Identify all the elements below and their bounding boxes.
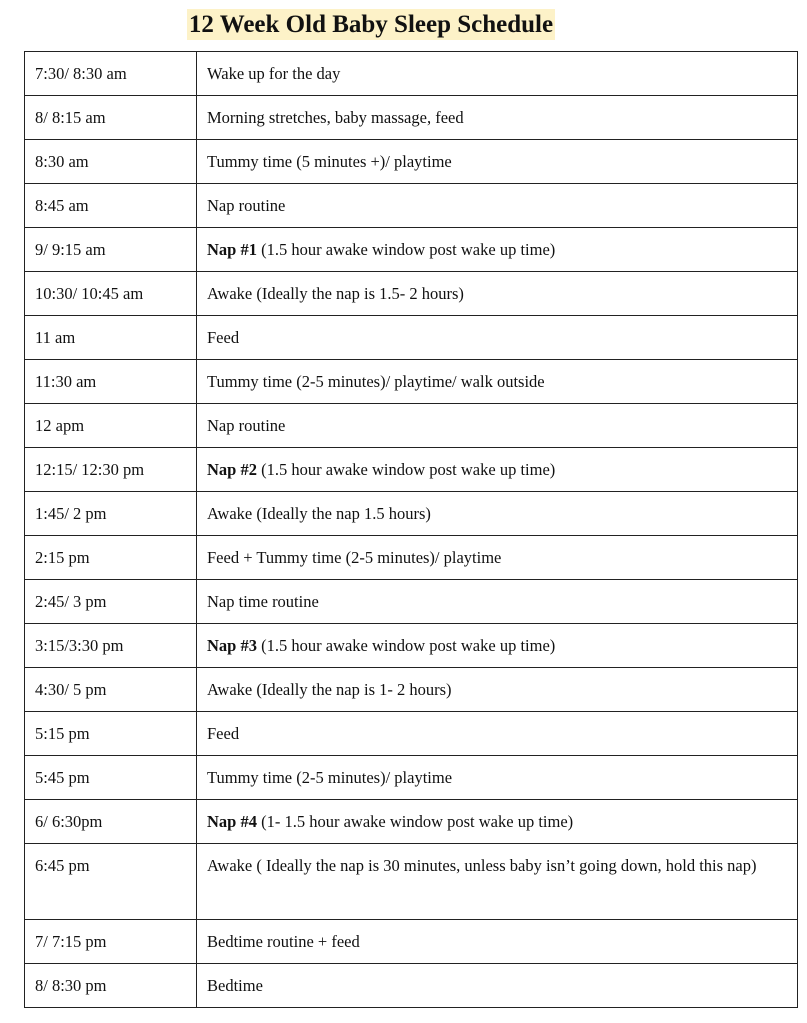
time-cell: 7/ 7:15 pm bbox=[25, 920, 197, 964]
activity-text: Awake (Ideally the nap is 1- 2 hours) bbox=[207, 679, 452, 699]
activity-cell bbox=[197, 624, 798, 668]
table-row bbox=[25, 800, 798, 844]
activity-text: (1- 1.5 hour awake window post wake up time) bbox=[256, 811, 574, 831]
table-row bbox=[25, 920, 798, 964]
activity-text: Tummy time (2-5 minutes)/ playtime bbox=[207, 767, 453, 787]
activity-cell bbox=[197, 228, 798, 272]
activity-cell bbox=[197, 668, 798, 712]
nap-label: Nap #1 bbox=[207, 239, 257, 259]
activity-cell bbox=[197, 404, 798, 448]
activity-cell bbox=[197, 492, 798, 536]
table-row bbox=[25, 404, 798, 448]
time-cell: 9/ 9:15 am bbox=[25, 228, 197, 272]
activity-cell bbox=[197, 272, 798, 316]
time-cell: 2:45/ 3 pm bbox=[25, 580, 197, 624]
time-cell: 8:30 am bbox=[25, 140, 197, 184]
activity-text: Awake (Ideally the nap 1.5 hours) bbox=[207, 503, 431, 523]
title-wrapper bbox=[0, 9, 742, 40]
activity-text: Awake (Ideally the nap is 1.5- 2 hours) bbox=[207, 283, 464, 303]
time-cell: 5:45 pm bbox=[25, 756, 197, 800]
schedule-table bbox=[24, 51, 798, 1008]
table-row bbox=[25, 712, 798, 756]
table-row bbox=[25, 448, 798, 492]
table-row bbox=[25, 668, 798, 712]
nap-label: Nap #3 bbox=[207, 635, 257, 655]
table-row bbox=[25, 140, 798, 184]
activity-cell bbox=[197, 844, 798, 920]
activity-cell bbox=[197, 316, 798, 360]
activity-text: Feed bbox=[207, 327, 240, 347]
activity-cell bbox=[197, 800, 798, 844]
page-title: 12 Week Old Baby Sleep Schedule bbox=[188, 11, 554, 38]
activity-cell bbox=[197, 756, 798, 800]
time-cell: 4:30/ 5 pm bbox=[25, 668, 197, 712]
activity-cell bbox=[197, 580, 798, 624]
activity-text: Wake up for the day bbox=[207, 63, 341, 83]
table-row bbox=[25, 580, 798, 624]
activity-text: Tummy time (2-5 minutes)/ playtime/ walk outside bbox=[207, 371, 545, 391]
activity-text: Feed + Tummy time (2-5 minutes)/ playtime bbox=[207, 547, 502, 567]
activity-text: (1.5 hour awake window post wake up time) bbox=[256, 635, 556, 655]
time-cell: 6/ 6:30pm bbox=[25, 800, 197, 844]
table-row bbox=[25, 624, 798, 668]
time-cell: 12:15/ 12:30 pm bbox=[25, 448, 197, 492]
activity-cell bbox=[197, 360, 798, 404]
table-row bbox=[25, 52, 798, 96]
table-row bbox=[25, 844, 798, 920]
table-row bbox=[25, 96, 798, 140]
activity-cell bbox=[197, 52, 798, 96]
activity-text: Morning stretches, baby massage, feed bbox=[207, 107, 464, 127]
time-cell: 6:45 pm bbox=[25, 844, 197, 920]
activity-text: (1.5 hour awake window post wake up time) bbox=[256, 459, 556, 479]
activity-text: Nap routine bbox=[207, 195, 286, 215]
activity-text: Tummy time (5 minutes +)/ playtime bbox=[207, 151, 452, 171]
activity-cell bbox=[197, 712, 798, 756]
activity-text: Bedtime bbox=[207, 975, 263, 995]
time-cell: 3:15/3:30 pm bbox=[25, 624, 197, 668]
table-row bbox=[25, 964, 798, 1008]
activity-cell bbox=[197, 536, 798, 580]
table-row bbox=[25, 272, 798, 316]
time-cell: 5:15 pm bbox=[25, 712, 197, 756]
table-row bbox=[25, 316, 798, 360]
activity-text: Nap routine bbox=[207, 415, 286, 435]
time-cell: 2:15 pm bbox=[25, 536, 197, 580]
time-cell: 11 am bbox=[25, 316, 197, 360]
table-row bbox=[25, 756, 798, 800]
activity-text: Bedtime routine + feed bbox=[207, 931, 360, 951]
activity-text: Nap time routine bbox=[207, 591, 319, 611]
time-cell: 11:30 am bbox=[25, 360, 197, 404]
time-cell: 12 apm bbox=[25, 404, 197, 448]
nap-label: Nap #4 bbox=[207, 811, 257, 831]
table-row bbox=[25, 536, 798, 580]
activity-cell bbox=[197, 448, 798, 492]
time-cell: 8/ 8:15 am bbox=[25, 96, 197, 140]
time-cell: 1:45/ 2 pm bbox=[25, 492, 197, 536]
table-row bbox=[25, 360, 798, 404]
table-row bbox=[25, 492, 798, 536]
activity-text: Awake ( Ideally the nap is 30 minutes, unless baby isn’t going down, hold this nap) bbox=[207, 856, 757, 875]
activity-text: (1.5 hour awake window post wake up time) bbox=[256, 239, 556, 259]
table-row bbox=[25, 228, 798, 272]
activity-cell bbox=[197, 140, 798, 184]
time-cell: 8/ 8:30 pm bbox=[25, 964, 197, 1008]
nap-label: Nap #2 bbox=[207, 459, 257, 479]
activity-cell bbox=[197, 920, 798, 964]
activity-cell bbox=[197, 184, 798, 228]
time-cell: 7:30/ 8:30 am bbox=[25, 52, 197, 96]
activity-text: Feed bbox=[207, 723, 240, 743]
time-cell: 8:45 am bbox=[25, 184, 197, 228]
time-cell: 10:30/ 10:45 am bbox=[25, 272, 197, 316]
table-row bbox=[25, 184, 798, 228]
activity-cell bbox=[197, 964, 798, 1008]
activity-cell bbox=[197, 96, 798, 140]
